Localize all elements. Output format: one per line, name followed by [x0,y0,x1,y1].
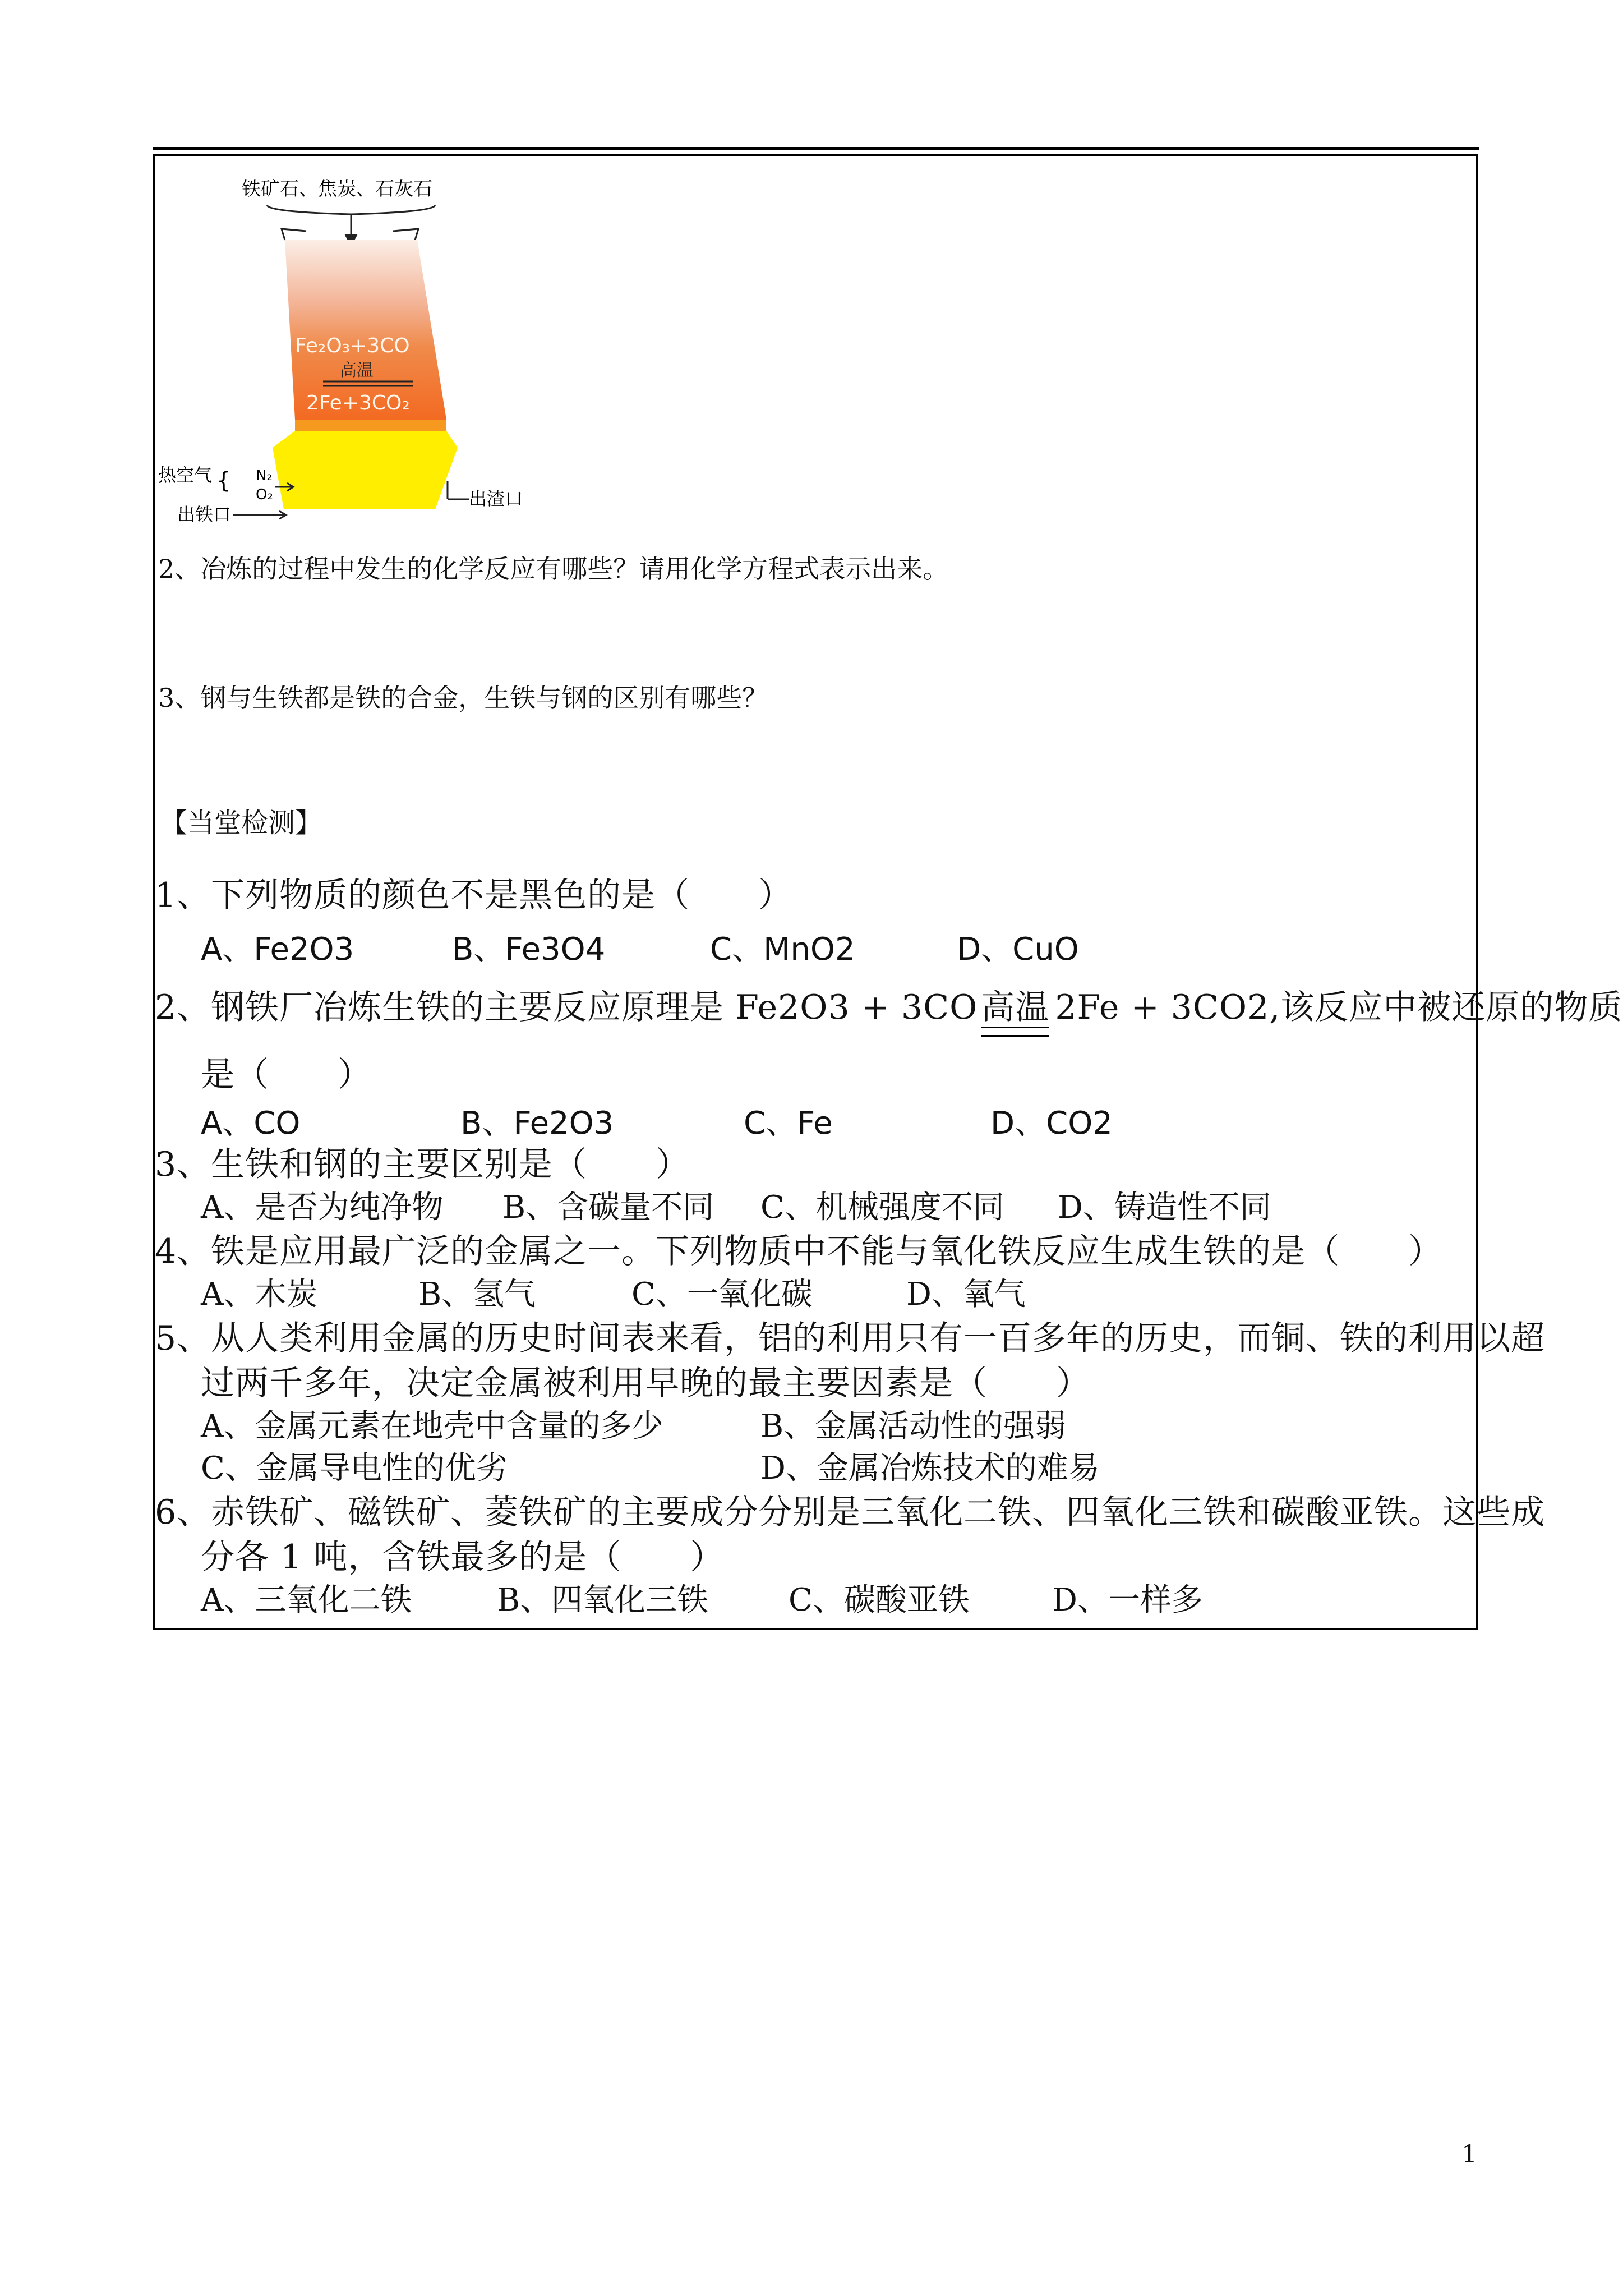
exercise-2-stem [155,981,1622,1029]
exercise-4-option-d: D、氧气 [906,1276,1026,1313]
exercise-2-condition: 高温 [981,981,1049,1029]
slag-outlet-label: 出渣口 [469,488,523,509]
header-rule [153,147,1479,150]
exercise-3-stem: 3、生铁和钢的主要区别是（ ） [155,1145,690,1184]
exercise-4-option-c: C、一氧化碳 [631,1276,813,1313]
hot-air-label: 热空气 [158,464,213,486]
hot-air-bracket: { [216,468,231,494]
exercise-5-option-a: A、金属元素在地壳中含量的多少 [201,1408,663,1444]
exercise-5-option-d: D、金属冶炼技术的难易 [760,1450,1100,1487]
exercise-1-option-a: A、Fe2O3 [201,931,354,968]
content-frame [153,154,1623,1630]
exercise-6-option-a: A、三氧化二铁 [201,1582,412,1618]
exercise-3-option-c: C、机械强度不同 [760,1189,1004,1226]
furnace-inputs-label: 铁矿石、焦炭、石灰石 [242,178,432,200]
exercise-2-option-c: C、Fe [744,1105,833,1142]
exercise-3-option-a: A、是否为纯净物 [201,1189,444,1226]
question-3: 3、钢与生铁都是铁的合金，生铁与钢的区别有哪些？ [158,683,768,713]
furnace-hearth [273,431,458,509]
exercise-1-stem: 1、下列物质的颜色不是黑色的是（ ） [155,876,793,915]
exercise-2-stem-post: 2Fe + 3CO2,该反应中被还原的物质 [1055,988,1623,1027]
iron-outlet-arrow [233,511,286,519]
exercise-1-option-b: B、Fe3O4 [452,931,606,968]
slag-outlet-line [448,481,469,499]
page-number: 1 [1461,2140,1477,2169]
exercise-6-stem-line1: 6、赤铁矿、磁铁矿、菱铁矿的主要成分分别是三氧化二铁、四氧化三铁和碳酸亚铁。这些成 [155,1493,1546,1532]
exercise-2-option-a: A、CO [201,1105,301,1142]
exercise-5-stem-line2: 过两千多年，决定金属被利用早晚的最主要因素是（ ） [201,1364,1090,1403]
exercise-6-stem-line2: 分各 1 吨，含铁最多的是（ ） [201,1538,725,1577]
exercise-6-option-c: C、碳酸亚铁 [789,1582,970,1618]
exercise-1-option-d: D、CuO [957,931,1079,968]
exercise-3-option-b: B、含碳量不同 [502,1189,714,1226]
exercise-4-option-b: B、氢气 [418,1276,536,1313]
exercise-1-option-c: C、MnO2 [710,931,855,968]
question-2: 2、冶炼的过程中发生的化学反应有哪些？请用化学方程式表示出来。 [158,554,949,584]
exercise-6-option-b: B、四氧化三铁 [497,1582,709,1618]
reaction-products: 2Fe+3CO₂ [306,392,410,415]
input-bracket [267,205,435,245]
exercise-2-option-b: B、Fe2O3 [460,1105,614,1142]
exercise-2-stem-line2: 是（ ） [201,1055,372,1094]
exercise-4-option-a: A、木炭 [201,1276,318,1313]
exercise-6-option-d: D、一样多 [1052,1582,1203,1618]
n2-label: N₂ [256,467,273,484]
exercise-5-stem-line1: 5、从人类利用金属的历史时间表来看，铝的利用只有一百多年的历史，而铜、铁的利用以超 [155,1319,1546,1358]
section-title: 【当堂检测】 [160,807,322,839]
exercise-5-option-b: B、金属活动性的强弱 [760,1408,1067,1444]
furnace-belly [295,420,446,431]
exercise-3-option-d: D、铸造性不同 [1058,1189,1271,1226]
exercise-2-option-d: D、CO2 [990,1105,1113,1142]
reaction-reactants: Fe₂O₃+3CO [295,334,410,357]
reaction-condition: 高温 [340,361,374,380]
exercise-5-option-c: C、金属导电性的优劣 [201,1450,508,1487]
iron-outlet-label: 出铁口 [177,504,232,525]
exercise-4-stem: 4、铁是应用最广泛的金属之一。下列物质中不能与氧化铁反应生成生铁的是（ ） [155,1232,1443,1271]
exercise-2-stem-pre: 2、钢铁厂冶炼生铁的主要反应原理是 Fe2O3 + 3CO [155,988,978,1027]
o2-label: O₂ [256,486,273,503]
blast-furnace-diagram [155,156,704,537]
